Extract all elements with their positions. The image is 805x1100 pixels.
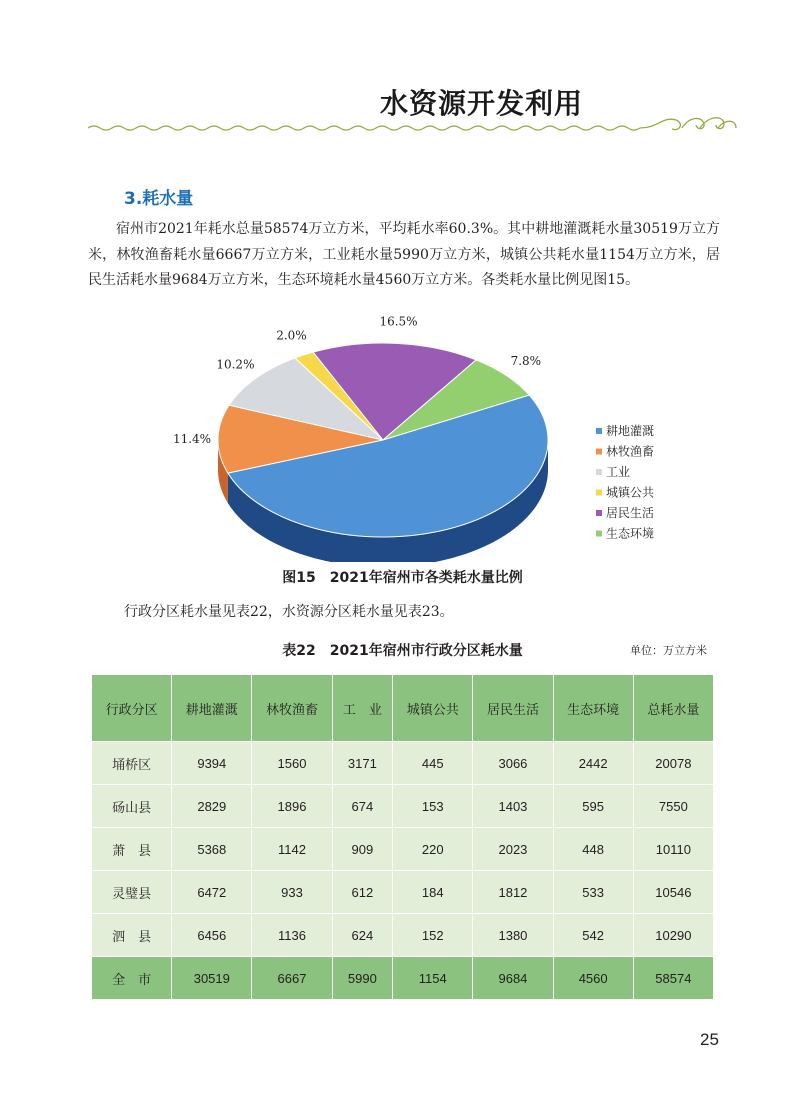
unit-note: 单位：万立方米 [630, 644, 707, 657]
table-row [92, 828, 714, 871]
table-row [92, 914, 714, 957]
page-title: 水资源开发利用 [380, 87, 584, 120]
header-cell: 林牧渔畜 [252, 675, 332, 742]
header-cell: 城镇公共 [393, 675, 473, 742]
table-cell: 2829 [172, 785, 252, 828]
table-cell: 1403 [473, 785, 553, 828]
table-cell: 674 [332, 785, 393, 828]
legend-label: 工业 [606, 465, 631, 479]
header-cell: 耕地灌溉 [172, 675, 252, 742]
table-cell: 10546 [633, 871, 713, 914]
header-cell: 行政分区 [92, 675, 172, 742]
table-cell: 1136 [252, 914, 332, 957]
table-cell: 9684 [473, 957, 553, 1000]
table-cell: 542 [553, 914, 633, 957]
pie-data-label: 16.5% [379, 314, 418, 329]
body-paragraph: 宿州市2021年耗水总量58574万立方米，平均耗水率60.3%。其中耕地灌溉耗水量30519万立方米，林牧渔畜耗水量6667万立方米，工业耗水量5990万立方米，城镇公共耗水量1154万立方米，居民生活耗水量9684万立方米，生态环境耗水量4560万立方米。各类耗水量比例见图15。 [88, 221, 720, 288]
table-cell: 58574 [633, 957, 713, 1000]
pie-data-label: 10.2% [216, 357, 255, 372]
table-cell: 20078 [633, 742, 713, 785]
table-cell: 533 [553, 871, 633, 914]
table-cell: 1560 [252, 742, 332, 785]
legend-swatch [596, 531, 602, 537]
table-cell: 624 [332, 914, 393, 957]
table-cell: 10290 [633, 914, 713, 957]
table-total-row [92, 957, 714, 1000]
table-row [92, 785, 714, 828]
table-cell: 2442 [553, 742, 633, 785]
header-cell: 工 业 [332, 675, 393, 742]
table-row [92, 742, 714, 785]
table-cell: 1896 [252, 785, 332, 828]
table-cell: 5990 [332, 957, 393, 1000]
table-cell: 3171 [332, 742, 393, 785]
row-header-cell: 砀山县 [92, 785, 172, 828]
table-title: 表22 2021年宿州市行政分区耗水量 [282, 643, 523, 659]
table-cell: 5368 [172, 828, 252, 871]
legend-label: 居民生活 [606, 506, 655, 520]
legend-swatch [596, 449, 602, 455]
legend-label: 生态环境 [606, 526, 655, 541]
figure-caption: 图15 2021年宿州市各类耗水量比例 [282, 570, 523, 586]
pie-chart [150, 310, 710, 562]
table-header-row [92, 675, 714, 742]
legend-swatch [596, 510, 602, 516]
wave-header-ornament [88, 114, 738, 138]
row-header-cell: 全 市 [92, 957, 172, 1000]
table-row [92, 871, 714, 914]
row-header-cell: 灵璧县 [92, 871, 172, 914]
row-header-cell: 埇桥区 [92, 742, 172, 785]
table-cell: 30519 [172, 957, 252, 1000]
table-cell: 6456 [172, 914, 252, 957]
table-cell: 595 [553, 785, 633, 828]
table-cell: 6472 [172, 871, 252, 914]
table-cell: 1380 [473, 914, 553, 957]
table-reference-paragraph: 行政分区耗水量见表22，水资源分区耗水量见表23。 [124, 604, 454, 620]
table-cell: 612 [332, 871, 393, 914]
section-heading: 3.耗水量 [124, 189, 194, 209]
legend-swatch [596, 469, 602, 475]
table-cell: 445 [393, 742, 473, 785]
table-cell: 9394 [172, 742, 252, 785]
pie-data-label: 7.8% [510, 353, 542, 368]
legend-label: 城镇公共 [606, 485, 655, 500]
table-cell: 4560 [553, 957, 633, 1000]
header-cell: 总耗水量 [633, 675, 713, 742]
row-header-cell: 泗 县 [92, 914, 172, 957]
table-cell: 909 [332, 828, 393, 871]
table-cell: 6667 [252, 957, 332, 1000]
table-cell: 1812 [473, 871, 553, 914]
table-cell: 933 [252, 871, 332, 914]
pie-data-label: 2.0% [276, 328, 307, 343]
legend-label: 林牧渔畜 [606, 444, 655, 459]
table-cell: 2023 [473, 828, 553, 871]
legend-swatch [596, 490, 602, 496]
table-cell: 220 [393, 828, 473, 871]
header-cell: 居民生活 [473, 675, 553, 742]
table-cell: 153 [393, 785, 473, 828]
water-consumption-table [91, 674, 714, 1000]
table-cell: 10110 [633, 828, 713, 871]
table-cell: 152 [393, 914, 473, 957]
page-number: 25 [700, 1030, 719, 1049]
table-cell: 7550 [633, 785, 713, 828]
header-cell: 生态环境 [553, 675, 633, 742]
row-header-cell: 萧 县 [92, 828, 172, 871]
table-cell: 1154 [393, 957, 473, 1000]
pie-data-label: 11.4% [172, 431, 212, 446]
table-cell: 1142 [252, 828, 332, 871]
legend-label: 耕地灌溉 [606, 424, 655, 438]
table-cell: 184 [393, 871, 473, 914]
legend-swatch [596, 428, 602, 434]
table-cell: 448 [553, 828, 633, 871]
table-cell: 3066 [473, 742, 553, 785]
